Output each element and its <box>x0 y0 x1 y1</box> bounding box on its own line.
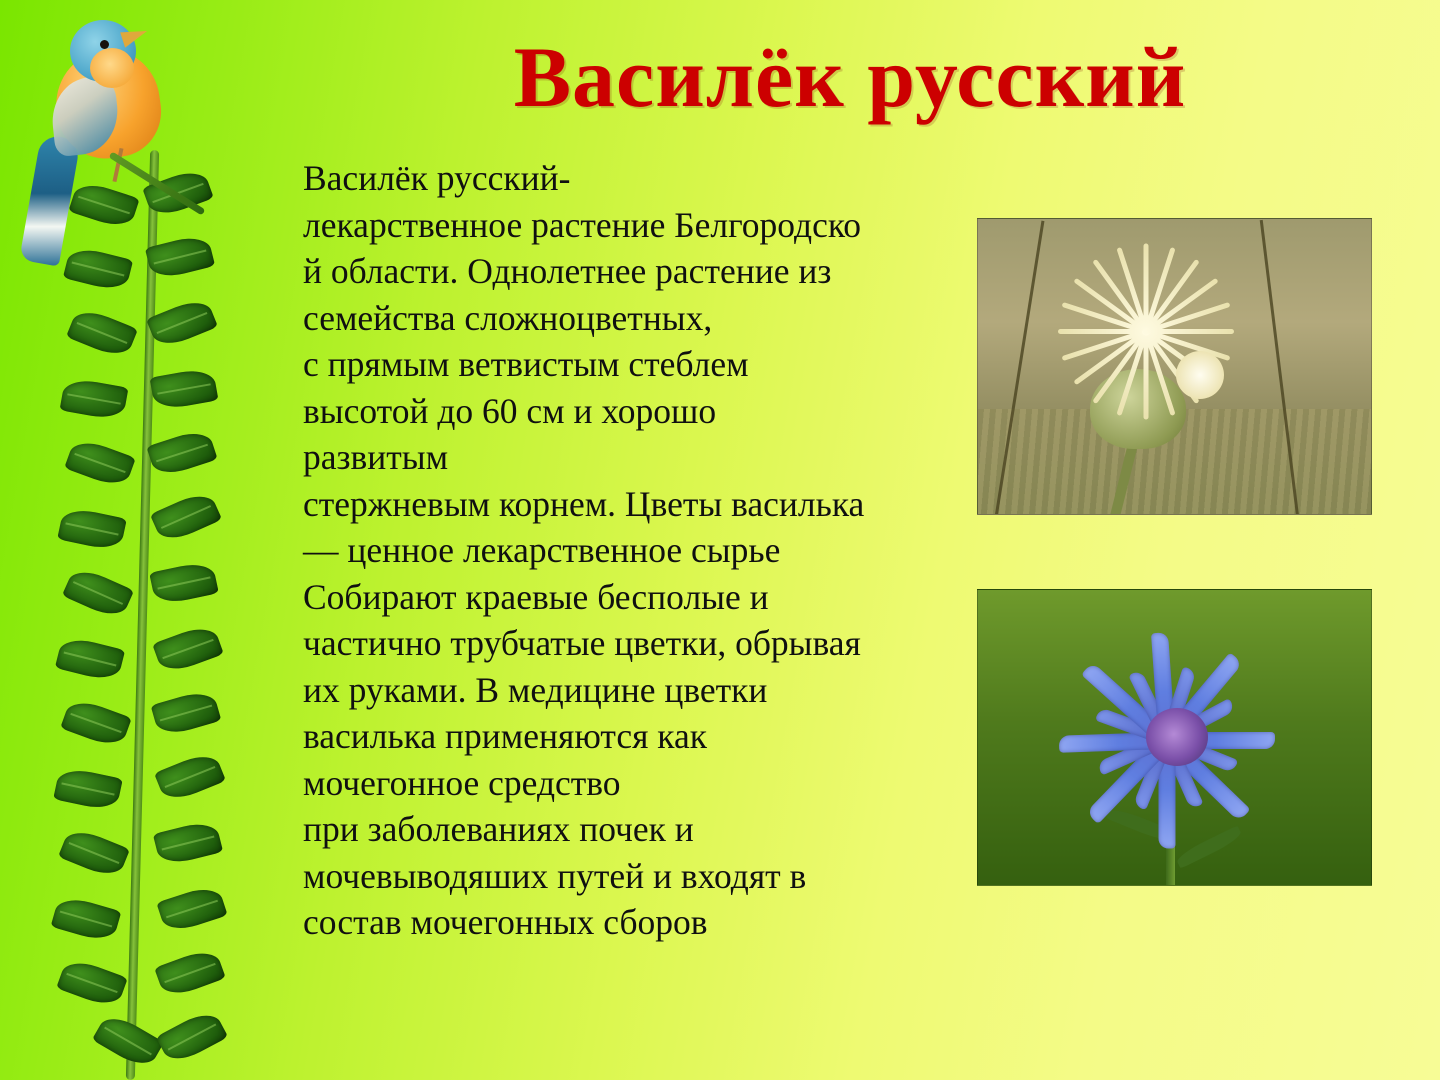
body-line: развитым <box>303 437 449 477</box>
vine-leaf <box>149 560 219 607</box>
photo-cornflower-leaf <box>1174 825 1243 868</box>
vine-leaf <box>154 749 226 804</box>
vine-leaf <box>53 766 123 813</box>
photo-cornflower <box>977 589 1372 886</box>
body-text <box>303 155 953 946</box>
vine-leaf <box>56 956 128 1010</box>
vine-leaf <box>58 825 130 880</box>
vine-leaf <box>153 819 223 867</box>
body-line: василька применяются как <box>303 716 708 756</box>
body-line: — ценное лекарственное сырье <box>303 530 781 570</box>
body-line: частично трубчатые цветки, обрывая <box>303 623 861 663</box>
vine-leaf <box>64 436 136 490</box>
vine-leaf <box>150 488 222 545</box>
vine-leaf <box>57 506 127 553</box>
page-title: Василёк русский <box>513 29 1187 125</box>
body-line: высотой до 60 см и хорошо <box>303 390 717 431</box>
body-line: мочевыводяших путей и входят в <box>303 855 807 896</box>
vine-leaf <box>60 696 132 750</box>
photo-thistle-flower <box>1056 259 1236 399</box>
body-line: й области. Однолетнее растение из <box>303 251 832 291</box>
vine-leaf <box>146 295 218 350</box>
vine-leaf <box>154 946 226 1000</box>
photo-cornflower-center <box>1146 708 1208 766</box>
vine-leaf <box>55 635 125 683</box>
vine-leaf <box>51 894 122 944</box>
bird-eye <box>100 40 109 49</box>
body-line: при заболеваниях почек и <box>303 809 694 849</box>
vine-leaf <box>156 883 227 935</box>
vine-illustration <box>0 0 268 1080</box>
vine-leaf <box>60 377 129 422</box>
body-line: Собирают краевые бесполые и <box>303 576 769 617</box>
vine-leaf <box>146 427 217 479</box>
body-line: семейства сложноцветных, <box>303 297 713 338</box>
vine-leaf <box>66 305 138 360</box>
vine-leaf <box>150 367 219 412</box>
body-line: стержневым корнем. Цветы василька <box>303 483 865 524</box>
bird-illustration <box>18 8 198 278</box>
bird-cheek <box>90 48 134 88</box>
vine-leaf <box>152 622 224 676</box>
vine-leaf <box>62 564 134 621</box>
body-line: мочегонное средство <box>303 762 621 803</box>
vine-stem <box>126 150 159 1080</box>
vine-leaf <box>156 1007 228 1067</box>
photo-thistle <box>977 218 1372 515</box>
body-line: с прямым ветвистым стеблем <box>303 344 749 384</box>
body-line: их руками. В медицине цветки <box>303 669 768 710</box>
vine-leaf <box>151 688 222 738</box>
bird-branch <box>109 151 206 215</box>
body-line: лекарственное растение Белгородско <box>303 204 862 245</box>
body-line: состав мочегонных сборов <box>303 902 708 942</box>
body-line: Василёк русский- <box>303 158 571 198</box>
